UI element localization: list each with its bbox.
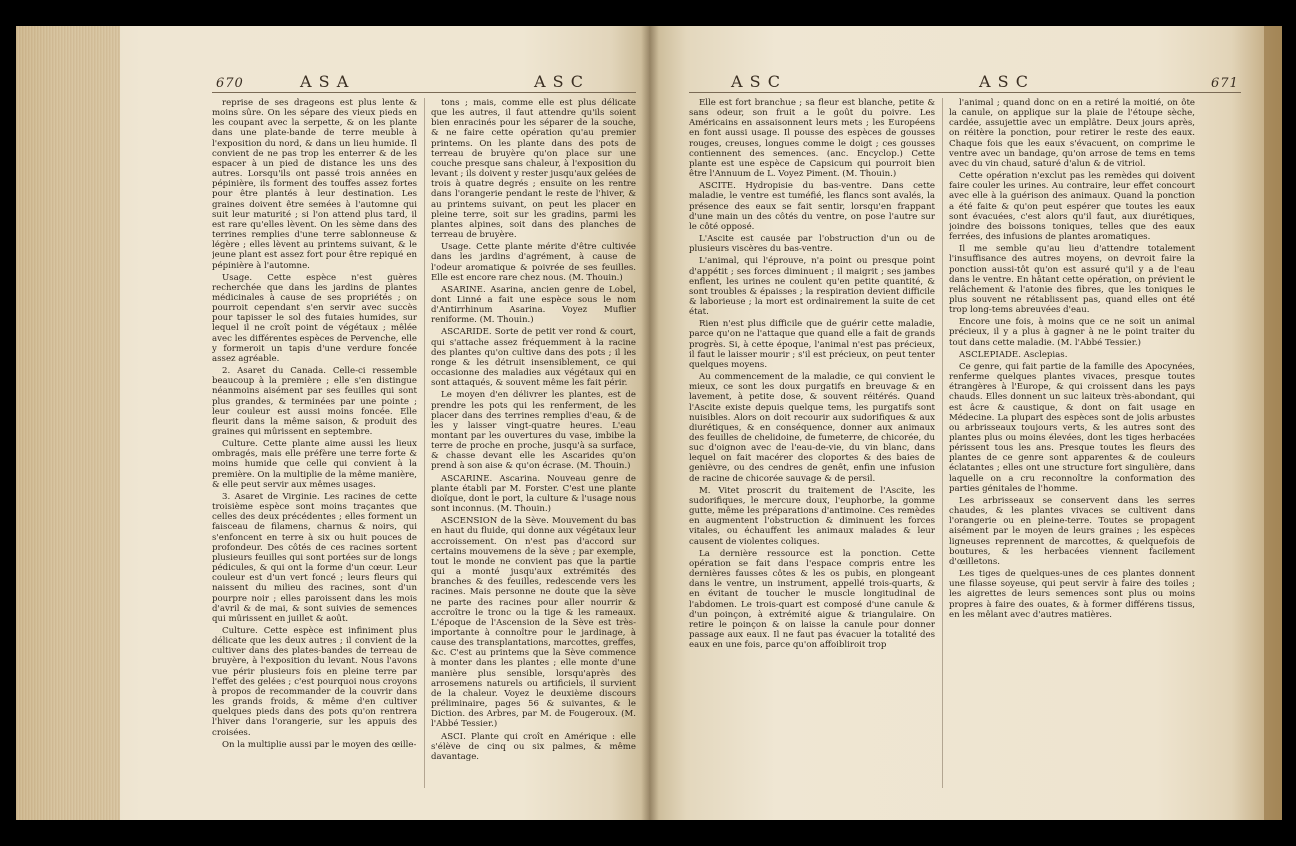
paragraph: Les tiges de quelques-unes de ces plantes donnent une filasse soyeuse, qui peut servir à faire des toiles ; les aigrettes de leurs semences sont plus ou moins propres à faire des ouates, & à former différens tissus, en les mêlant avec d'autres matières. [949, 569, 1195, 620]
paragraph: Encore une fois, à moins que ce ne soit un animal précieux, il y a plus à gagner à ne le point traiter du tout dans cette maladie. (M. l'Abbé Tessier.) [949, 317, 1195, 348]
right-header-right: A S C [979, 72, 1029, 91]
paragraph: ASCITE. Hydropisie du bas-ventre. Dans cette maladie, le ventre est tuméfié, les flancs sont avalés, la présence des eaux se fait sentir, lorsqu'en frappant d'une main un des côtés du ventre, on pose l'autre sur le côté opposé. [689, 181, 935, 232]
paragraph: 2. Asaret du Canada. Celle-ci ressemble beaucoup à la première ; elle s'en distingue néanmoins aisément par ses feuilles qui sont plus grandes, & terminées par une pointe ; leur couleur est aussi moins foncée. Elle fleurit dans la même saison, & produit des graines qui mûrissent en septembre. [212, 366, 417, 437]
paragraph: ASCI. Plante qui croît en Amérique : elle s'élève de cinq ou six palmes, & même davantage. [431, 731, 636, 762]
left-column-1 [212, 98, 417, 788]
paragraph: Le moyen d'en délivrer les plantes, est de prendre les pots qui les renferment, de les placer dans des terrines remplies d'eau, & de les y laisser vingt-quatre heures. L'eau montant par les ouvertures du vase, imbibe la terre de proche en proche, jusqu'à sa surface, & chasse devant elle les Ascarides qu'on prend à son aise & qu'on écrase. (M. Thouin.) [431, 390, 636, 472]
column-divider [942, 98, 943, 788]
paragraph: ASCARINE. Ascarina. Nouveau genre de plante établi par M. Forster. C'est une plante dioïque, dont le port, la culture & l'usage nous sont inconnus. (M. Thouin.) [431, 473, 636, 515]
paragraph: Culture. Cette espèce est infiniment plus délicate que les deux autres ; il convient de la cultiver dans des plates-bandes de terreau de bruyère, à l'exposition du levant. Nous l'avons vue périr plusieurs fois en pleine terre par l'effet des gelées ; c'est pourquoi nous croyons à propos de recommander de la couvrir dans les grands froids, & même d'en cultiver quelques pieds dans des pots qu'on rentrera l'hiver dans l'orangerie, sur les appuis des croisées. [212, 625, 417, 738]
right-header-left: A S C [731, 72, 781, 91]
paragraph: ASCARIDE. Sorte de petit ver rond & court, qui s'attache assez fréquemment à la racine des plantes qu'on cultive dans des pots ; il les ronge & les détruit insensiblement, ce qui occasionne des maladies aux végétaux qui en sont attaqués, & souvent même les fait périr. [431, 327, 636, 389]
paragraph: tons ; mais, comme elle est plus délicate que les autres, il faut attendre qu'ils soient bien enracinés pour les séparer de la souche, & ne faire cette opération qu'au premier printems. On les plante dans des pots de terreau de bruyère qu'on place sur une couche presque sans chaleur, à l'exposition du levant ; ils doivent y rester jusqu'aux gelées de trois à quatre degrés ; ensuite on les rentre dans l'orangerie pendant le reste de l'hiver, & au printems suivant, on peut les placer en pleine terre, soit sur les gradins, parmi les plantes alpines, soit dans des planches de terreau de bruyère. [431, 98, 636, 241]
paragraph: ASARINE. Asarina, ancien genre de Lobel, dont Linné a fait une espèce sous le nom d'Antirrhinum Asarina. Voyez Muflier reniforme. (M. Thouin.) [431, 284, 636, 326]
paragraph: ASCENSION de la Sève. Mouvement du bas en haut du fluide, qui donne aux végétaux leur accroissement. On n'est pas d'accord sur certains mouvemens de la sève ; par exemple, tout le monde ne convient pas que la partie qui a monté jusqu'aux extrémités des branches & des feuilles, redescende vers les racines. Mais personne ne doute que la sève ne parte des racines pour aller nourrir & accroître le tronc ou la tige & les rameaux. L'époque de l'Ascension de la Sève est très-importante à connoître pour le jardinage, à cause des transplantations, marcottes, greffes, &c. C'est au printems que la Sève commence à monter dans les plantes ; elle monte d'une manière plus sensible, lorsqu'après des arrosemens naturels ou artificiels, il survient de la chaleur. Voyez le deuxième discours préliminaire, pages 56 & suivantes, & le Diction. des Arbres, par M. de Fougeroux. (M. l'Abbé Tessier.) [431, 516, 636, 730]
paragraph: Il me semble qu'au lieu d'attendre totalement l'insuffisance des autres moyens, on devroit faire la ponction aussi-tôt qu'on est assuré qu'il y a de l'eau dans le ventre. En hâtant cette opération, on prévient le relâchement & l'atonie des fibres, que les toniques le plus souvent ne rétablissent pas, quand elles ont été trop long-tems abreuvées d'eau. [949, 244, 1195, 316]
left-page-number: 670 [216, 76, 244, 91]
paragraph: Au commencement de la maladie, ce qui convient le mieux, ce sont les doux purgatifs en breuvage & en lavement, à petite dose, & souvent réitérés. Quand l'Ascite existe depuis quelque tems, les purgatifs sont nuisibles. Alors on doit recourir aux sudorifiques & aux diurétiques, & en conséquence, donner aux animaux des feuilles de chelidoine, de fumeterre, de chicorée, du suc d'oignon avec de l'eau-de-vie, du vin blanc, dans lequel on fait macérer des cloportes & des baies de genièvre, ou des cendres de genêt, enfin une infusion de racine de chicorée sauvage & de persil. [689, 372, 935, 484]
left-page [16, 26, 649, 820]
paragraph: Rien n'est plus difficile que de guérir cette maladie, parce qu'on ne l'attaque que quand elle a fait de grands progrès. Si, à cette époque, l'animal n'est pas précieux, il faut le laisser mourir ; s'il est précieux, on peut tenter quelques moyens. [689, 319, 935, 370]
paragraph: Ce genre, qui fait partie de la famille des Apocynées, renferme quelques plantes vivaces, presque toutes étrangères à l'Europe, & qui croissent dans les pays chauds. Elles donnent un suc laiteux très-abondant, qui est âcre & caustique, & dont on fait usage en Médecine. La plupart des espèces sont de jolis arbustes ou arbrisseaux toujours verts, & les autres sont des plantes plus ou moins élevées, dont les tiges herbacées périssent tous les ans. Presque toutes les fleurs des plantes de ce genre sont apparentes & de couleurs éclatantes ; elles ont une structure fort singulière, dans laquelle on a cru reconnoître la conformation des parties génitales de l'homme. [949, 361, 1195, 494]
paragraph: L'animal, qui l'éprouve, n'a point ou presque point d'appétit ; ses forces diminuent ; il maigrit ; ses jambes enflent, les urines ne coulent qu'en petite quantité, & sont troubles & épaisses ; la respiration devient difficile & laborieuse ; la mort est ordinairement la suite de cet état. [689, 256, 935, 318]
book-gutter [641, 26, 659, 820]
paragraph: M. Vitet proscrit du traitement de l'Ascite, les sudorifiques, le mercure doux, l'euphorbe, la gomme gutte, même les préparations d'antimoine. Ces remèdes en augmentent l'obstruction & diminuent les forces vitales, ou échauffent les animaux malades & leur causent de violentes coliques. [689, 485, 935, 547]
right-column-1 [689, 98, 935, 788]
header-rule [689, 92, 1241, 93]
paragraph: Les arbrisseaux se conservent dans les serres chaudes, & les plantes vivaces se cultivent dans l'orangerie ou en pleine-terre. Toutes se propagent aisément par le moyen de leurs graines ; les espèces ligneuses reprennent de marcottes, & quelquefois de boutures, & les herbacées viennent facilement d'œilletons. [949, 495, 1195, 567]
paragraph: Cette opération n'exclut pas les remèdes qui doivent faire couler les urines. Au contraire, leur effet concourt avec elle à la guérison des animaux. Quand la ponction a été faite & qu'on peut espérer que toutes les eaux sont évacuées, c'est alors qu'il faut, aux diurétiques, joindre des boissons toniques, telles que des eaux ferrées, des infusions de plantes aromatiques. [949, 171, 1195, 243]
right-column-2 [949, 98, 1195, 788]
paragraph: Elle est fort branchue ; sa fleur est blanche, petite & sans odeur, son fruit a le goût du poivre. Les Américains en assaisonnent leurs mets ; les Européens en font aussi usage. Il pousse des espèces de gousses rouges, creuses, longues comme le doigt ; ces gousses contiennent des semences. (anc. Encyclop.) Cette plante est une espèce de Capsicum qui pourroit bien être l'Annuum de L. Voyez Piment. (M. Thouin.) [689, 98, 935, 180]
paragraph: reprise de ses drageons est plus lente & moins sûre. On les sépare des vieux pieds en les coupant avec la serpette, & on les plante dans une plate-bande de terre meuble à l'exposition du nord, & dans un lieu humide. Il convient de ne pas trop les enterrer & de les espacer à un pied de distance les uns des autres. Lorsqu'ils ont passé trois années en pépinière, ils forment des touffes assez fortes pour être plantés à leur destination. Les graines doivent être semées à l'automne qui suit leur maturité ; si l'on attend plus tard, il est rare qu'elles lèvent. On les sème dans des terrines remplies d'une terre sablonneuse & légère ; elles lèvent au printems suivant, & le jeune plant est assez fort pour être repiqué en pépinière à l'automne. [212, 98, 417, 271]
paragraph: 3. Asaret de Virginie. Les racines de cette troisième espèce sont moins traçantes que celles des deux précédentes ; elles forment un faisceau de filamens, charnus & noirs, qui s'enfoncent en terre à six ou huit pouces de profondeur. Des côtés de ces racines sortent plusieurs feuilles qui sont portées sur de longs pédicules, & qui ont la forme d'un cœur. Leur couleur est d'un vert foncé ; leurs fleurs qui naissent du milieu des racines, sont d'un pourpre noir ; elles paroissent dans les mois d'avril & de mai, & sont suivies de semences qui mûrissent en juillet & août. [212, 491, 417, 624]
paragraph: Culture. Cette plante aime aussi les lieux ombragés, mais elle préfère une terre forte & moins humide que celle qui convient à la première. On la multiplie de la même manière, & elle peut servir aux mêmes usages. [212, 439, 417, 490]
right-page [649, 26, 1282, 820]
paragraph: La dernière ressource est la ponction. Cette opération se fait dans l'espace compris entre les dernières fausses côtes & les os pubis, en plongeant dans le ventre, un instrument, appellé trois-quarts, & en évitant de toucher le muscle longitudinal de l'abdomen. Le trois-quart est composé d'une canule & d'un poinçon, à extrémité aigue & triangulaire. On retire le poinçon & on laisse la canule pour donner passage aux eaux. Il ne faut pas évacuer la totalité des eaux en une fois, parce qu'on affoibliroit trop [689, 548, 935, 651]
open-book [16, 26, 1282, 820]
header-rule [212, 92, 636, 93]
left-header-left: A S A [300, 72, 350, 91]
left-header-right: A S C [534, 72, 584, 91]
paragraph: l'animal ; quand donc on en a retiré la moitié, on ôte la canule, on applique sur la plaie de l'étoupe sèche, cardée, assujettie avec un emplâtre. Deux jours après, on réitère la ponction, pour retirer le reste des eaux. Chaque fois que les eaux s'évacuent, on comprime le ventre avec un bandage, qu'on arrose de tems en tems avec du vin chaud, saturé d'alun & de vitriol. [949, 98, 1195, 169]
page-edges [1264, 26, 1282, 820]
left-column-2 [431, 98, 636, 788]
page-edges [16, 26, 120, 820]
paragraph: Usage. Cette espèce n'est guères recherchée que dans les jardins de plantes médicinales à cause de ses propriétés ; on pourroit cependant s'en servir avec succès pour tapisser le sol des futaies humides, sur lequel il ne croît point de végétaux ; mêlée avec les différentes espèces de Pervenche, elle y formeroit un tapis d'une verdure foncée assez agréable. [212, 272, 417, 364]
right-page-number: 671 [1211, 76, 1239, 91]
paragraph: Usage. Cette plante mérite d'être cultivée dans les jardins d'agrément, à cause de l'odeur aromatique & poivrée de ses feuilles. Elle est encore rare chez nous. (M. Thouin.) [431, 242, 636, 283]
paragraph: L'Ascite est causée par l'obstruction d'un ou de plusieurs viscères du bas-ventre. [689, 234, 935, 255]
column-divider [424, 98, 425, 788]
paragraph: On la multiplie aussi par le moyen des œille- [222, 739, 417, 750]
paragraph: ASCLEPIADE. Asclepias. [959, 349, 1068, 360]
